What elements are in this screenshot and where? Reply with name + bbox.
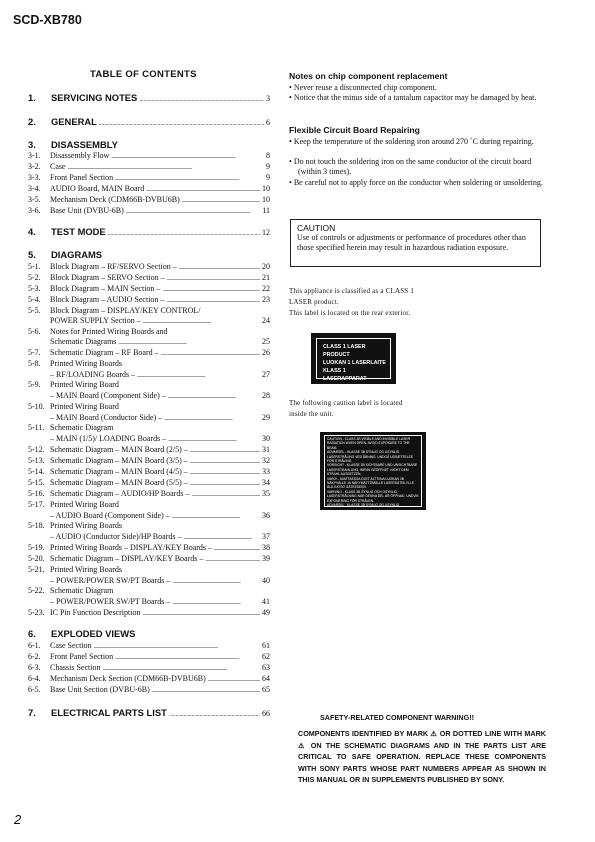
class1-laser-label: CLASS 1 LASER PRODUCT LUOKAN 1 LASERLAITE KLASS 1 LASERAPPARAT [311,333,396,384]
safety-warning-title: SAFETY-RELATED COMPONENT WARNING!! [320,713,474,722]
toc-entry[interactable]: 5-20. Schematic Diagram – DISPLAY/KEY Boards – . . . 39 [28,554,270,565]
toc-entry[interactable]: 5-15. Schematic Diagram – MAIN Board (5/5) – . . . 34 [28,478,270,489]
page-number: 2 [14,812,22,827]
toc-entry[interactable]: 5-8. Printed Wiring Boards [28,359,122,368]
toc-section-3[interactable]: 3. DISASSEMBLY [28,139,118,150]
toc-entry[interactable]: 6-4. Mechanism Deck Section (CDM66B-DVBU6B) . . . 64 [28,674,270,685]
toc-entry[interactable]: 5-12. Schematic Diagram – MAIN Board (2/5) – . . . 31 [28,445,270,456]
chip-notes-title: Notes on chip component replacement [289,71,448,81]
toc-entry[interactable]: 3-6. Base Unit (DVBU-6B) . . . 11 [28,206,270,217]
chip-note-item: • Never reuse a disconnected chip component. [289,83,437,92]
toc-entry[interactable]: 5-11. Schematic Diagram [28,423,114,432]
toc-section-2[interactable]: 2. GENERAL . . . 6 [28,116,270,127]
flex-note-item: • Keep the temperature of the soldering iron around 270 ˚C during repairing. [289,137,534,146]
toc-entry[interactable]: 3-5. Mechanism Deck (CDM66B-DVBU6B) . . . 10 [28,195,270,206]
toc-entry[interactable]: 5-3. Block Diagram – MAIN Section – . . . 22 [28,284,270,295]
toc-entry-cont[interactable]: – AUDIO Board (Component Side) – . . . 36 [50,511,270,522]
laser-class-text: This appliance is classified as a CLASS 1 LASER product. This label is located on the rear exterior. [289,287,415,317]
toc-entry[interactable]: 5-9. Printed Wiring Board [28,380,119,389]
toc-entry[interactable]: 5-5. Block Diagram – DISPLAY/KEY CONTROL/ [28,306,201,315]
toc-entry-cont[interactable]: – AUDIO (Conductor Side)/HP Boards – . . . 37 [50,532,270,543]
chip-note-item: • Notice that the minus side of a tantalum capacitor may be damaged by heat. [289,93,537,102]
toc-entry[interactable]: 6-5. Base Unit Section (DVBU-6B) . . . 65 [28,685,270,696]
toc-entry-cont[interactable]: – POWER/POWER SW/PT Boards – . . . 40 [50,576,270,587]
toc-entry[interactable]: 5-23. IC Pin Function Description . . . 49 [28,608,270,619]
toc-entry-cont[interactable]: – MAIN (1/5)/ LOADING Boards – . . . 30 [50,434,270,445]
toc-entry[interactable]: 5-22. Schematic Diagram [28,586,114,595]
toc-section-4[interactable]: 4. TEST MODE . . . 12 [28,226,270,237]
toc-entry-cont[interactable]: – POWER/POWER SW/PT Boards – . . . 41 [50,597,270,608]
toc-entry-cont[interactable]: – RF/LOADING Boards – . . . 27 [50,370,270,381]
toc-entry-cont[interactable]: POWER SUPPLY Section – . . . 24 [50,316,270,327]
caution-title: CAUTION [297,223,336,233]
toc-entry[interactable]: 6-1. Case Section . . . 61 [28,641,270,652]
toc-entry-cont[interactable]: – MAIN Board (Conductor Side) – . . . 29 [50,413,270,424]
toc-entry[interactable]: 5-10. Printed Wiring Board [28,402,119,411]
toc-entry[interactable]: 5-21. Printed Wiring Boards [28,565,122,574]
toc-entry[interactable]: 3-2. Case . . . 9 [28,162,270,173]
toc-entry[interactable]: 5-4. Block Diagram – AUDIO Section – . . . 23 [28,295,270,306]
toc-entry[interactable]: 5-17. Printed Wiring Board [28,500,119,509]
caution-label-location-text: The following caution label is located inside the unit. [289,399,403,418]
toc-entry[interactable]: 5-7. Schematic Diagram – RF Board – . . . 26 [28,348,270,359]
toc-title: TABLE OF CONTENTS [90,69,197,80]
caution-box [290,219,541,267]
toc-entry[interactable]: 3-4. AUDIO Board, MAIN Board . . . 10 [28,184,270,195]
toc-entry[interactable]: 3-1. Disassembly Flow . . . 8 [28,151,270,162]
toc-section-6[interactable]: 6. EXPLODED VIEWS [28,628,136,639]
caution-text: Use of controls or adjustments or performance of procedures other than those specified herein may result in hazardous radiation exposure. [297,233,526,252]
toc-entry[interactable]: 5-13. Schematic Diagram – MAIN Board (3/5) – . . . 32 [28,456,270,467]
flex-note-item: • Be careful not to apply force on the conductor when soldering or unsoldering. [289,178,543,187]
toc-entry-cont[interactable]: Schematic Diagrams . . . 25 [50,337,270,348]
toc-entry[interactable]: 5-2. Block Diagram – SERVO Section – . . . 21 [28,273,270,284]
toc-entry[interactable]: 3-3. Front Panel Section . . . 9 [28,173,270,184]
toc-section-5[interactable]: 5. DIAGRAMS [28,249,103,260]
laser-caution-label: CAUTION - CLASS 3B VISIBLE AND INVISIBLE LASER RADIATION WHEN OPEN. AVOID EXPOSURE TO THE BEAM. ADVARSEL - KLASSE 3B SYNLIG OG USYNLIG LASERSTRÅLING VED ÅBNING. UNDGÅ UDSÆTTELSE FOR STRÅLING. VORSICHT - KLASSE 3B SICHTBARE UND UNSICHTBARE LASERSTRAHLUNG, WENN GEÖFFNET. NICHT DEM STRAHL AUSSETZEN. VARO! - AVATTAESSA OLET ALTTIINA LUOKAN 3B NÄKYVÄLLE JA NÄKYMÄTTÖMÄLLE LASERSÄTEILYLLE. ÄLÄ KATSO SÄTEESEEN. VARNING - KLASS 3B SYNLIG OCH OSYNLIG LASERSTRÅLNING NÄR DENNA DEL ÄR ÖPPNAD. UNDVIK EXPONERING FÖR STRÅLEN. ADVARSEL - KLASSE 3B SYNLIG OG USYNLIG [320,432,426,510]
toc-entry[interactable]: 6-3. Chassis Section . . . 63 [28,663,270,674]
flex-repair-title: Flexible Circuit Board Repairing [289,125,420,135]
toc-entry[interactable]: 5-6. Notes for Printed Wiring Boards and [28,327,168,336]
toc-entry[interactable]: 6-2. Front Panel Section . . . 62 [28,652,270,663]
toc-entry[interactable]: 5-1. Block Diagram – RF/SERVO Section – . . . 20 [28,262,270,273]
toc-section-7[interactable]: 7. ELECTRICAL PARTS LIST . . . 66 [28,707,270,718]
toc-entry[interactable]: 5-18. Printed Wiring Boards [28,521,122,530]
toc-entry-cont[interactable]: – MAIN Board (Component Side) – . . . 28 [50,391,270,402]
flex-note-item: • Do not touch the soldering iron on the same conductor of the circuit board (within 3 times). [289,157,532,176]
safety-warning-text: COMPONENTS IDENTIFIED BY MARK ⚠ OR DOTTED LINE WITH MARK ⚠ ON THE SCHEMATIC DIAGRAMS AND IN THE PARTS LIST ARE CRITICAL TO SAFE OPERATION. REPLACE THESE COMPONENTS WITH SONY PARTS WHOSE PART NUMBERS APPEAR AS SHOWN IN THIS MANUAL OR IN SUPPLEMENTS PUBLISHED BY SONY. [298,729,546,784]
toc-entry[interactable]: 5-14. Schematic Diagram – MAIN Board (4/5) – . . . 33 [28,467,270,478]
toc-entry[interactable]: 5-16. Schematic Diagram – AUDIO/HP Boards – . . . 35 [28,489,270,500]
toc-entry[interactable]: 5-19. Printed Wiring Boards – DISPLAY/KEY Boards – . . . 38 [28,543,270,554]
model-name: SCD-XB780 [13,13,82,27]
toc-section-1[interactable]: 1. SERVICING NOTES . . . 3 [28,92,270,103]
